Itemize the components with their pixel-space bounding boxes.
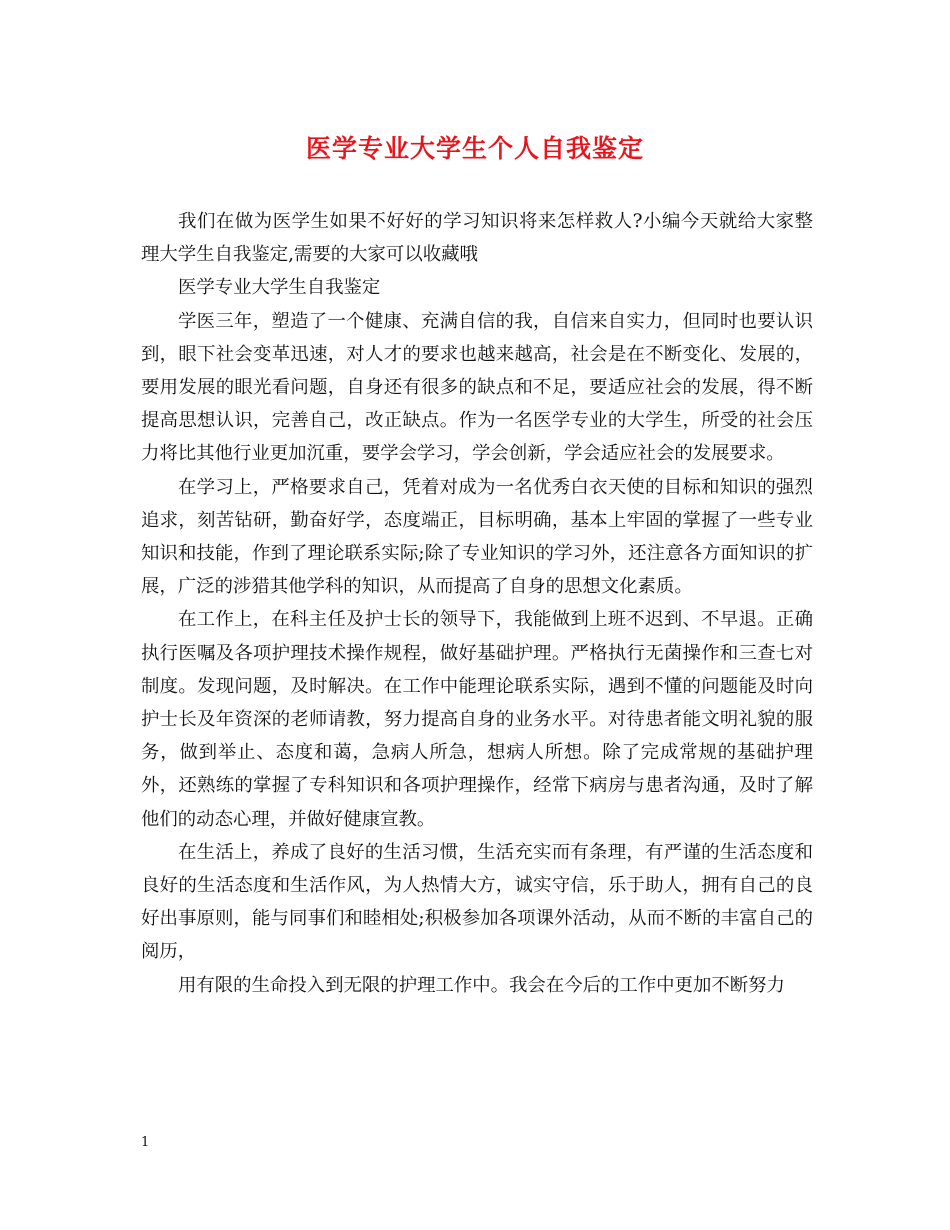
paragraph-life: 在生活上，养成了良好的生活习惯，生活充实而有条理，有严谨的生活态度和良好的生活态度和生活作风，为人热情大方，诚实守信，乐于助人，拥有自己的良好出事原则，能与同事们和睦相处;积极参加各项课外活动，从而不断的丰富自己的阅历， <box>141 841 813 963</box>
intro-paragraph: 我们在做为医学生如果不好好的学习知识将来怎样救人?小编今天就给大家整理大学生自我鉴定,需要的大家可以收藏哦 <box>141 211 813 266</box>
section-heading: 医学专业大学生自我鉴定 <box>178 277 381 299</box>
paragraph-study: 在学习上，严格要求自己，凭着对成为一名优秀白衣天使的目标和知识的强烈追求，刻苦钻研，勤奋好学，态度端正，目标明确，基本上牢固的掌握了一些专业知识和技能，作到了理论联系实际;除了专业知识的学习外，还注意各方面知识的扩展，广泛的涉猎其他学科的知识，从而提高了自身的思想文化素质。 <box>141 476 813 598</box>
paragraph-overview: 学医三年，塑造了一个健康、充满自信的我，自信来自实力，但同时也要认识到，眼下社会变革迅速，对人才的要求也越来越高，社会是在不断变化、发展的，要用发展的眼光看问题，自身还有很多的缺点和不足，要适应社会的发展，得不断提高思想认识，完善自己，改正缺点。作为一名医学专业的大学生，所受的社会压力将比其他行业更加沉重，要学会学习，学会创新，学会适应社会的发展要求。 <box>141 310 813 465</box>
document-title: 医学专业大学生个人自我鉴定 <box>305 134 644 163</box>
page-number: 1 <box>141 1135 150 1150</box>
document-body <box>141 205 813 1002</box>
paragraph-work: 在工作上，在科主任及护士长的领导下，我能做到上班不迟到、不早退。正确执行医嘱及各项护理技术操作规程，做好基础护理。严格执行无菌操作和三查七对制度。发现问题，及时解决。在工作中能理论联系实际，遇到不懂的问题能及时向护士长及年资深的老师请教，努力提高自身的业务水平。对待患者能文明礼貌的服务，做到举止、态度和蔼，急病人所急，想病人所想。除了完成常规的基础护理外，还熟练的掌握了专科知识和各项护理操作，经常下病房与患者沟通，及时了解他们的动态心理，并做好健康宣教。 <box>141 609 813 830</box>
paragraph-closing: 用有限的生命投入到无限的护理工作中。我会在今后的工作中更加不断努力 <box>178 974 785 996</box>
